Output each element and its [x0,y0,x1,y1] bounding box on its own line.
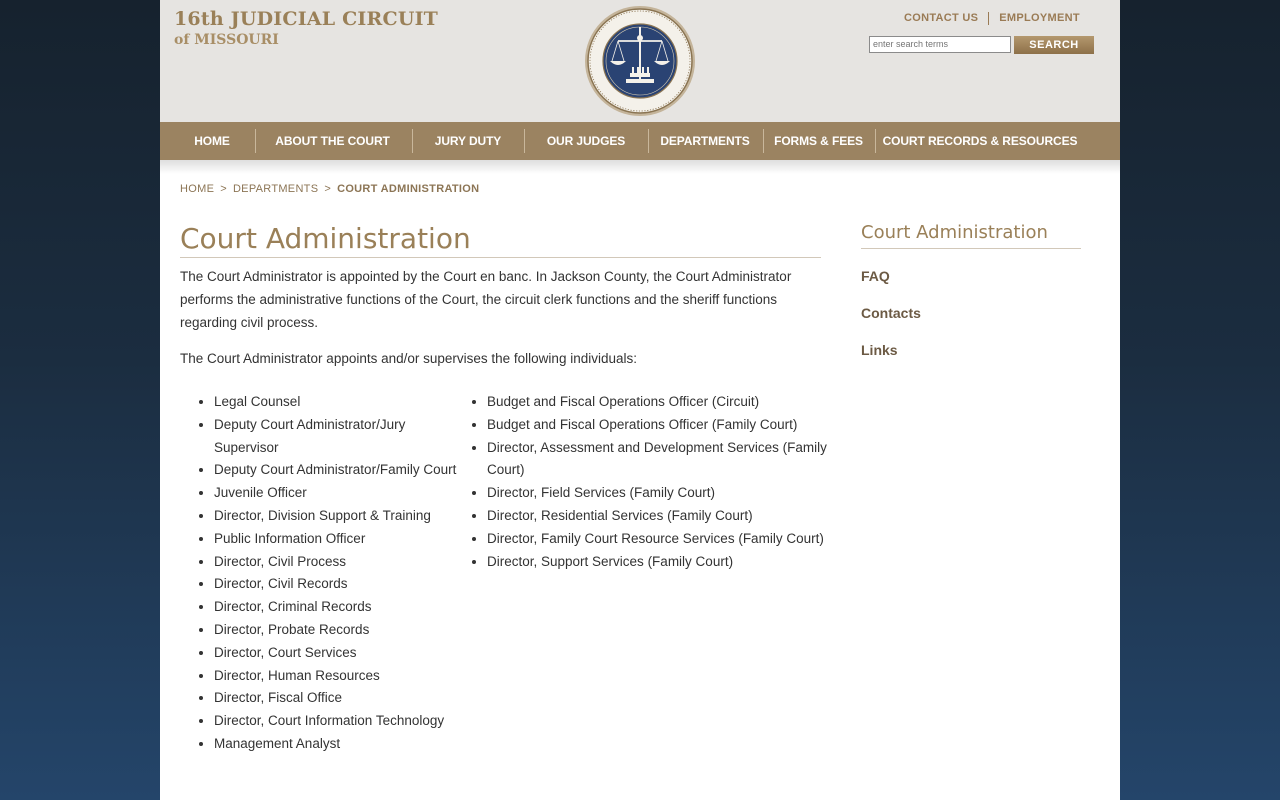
intro-paragraph: The Court Administrator is appointed by the Court en banc. In Jackson County, the Court Administrator performs the administrative functions of the Court, the circuit clerk functions and the sheriff functions regarding civil process. [180,269,792,330]
nav-our-judges[interactable]: OUR JUDGES [546,134,626,148]
nav-divider [412,129,413,153]
list-item: • Director, Support Services (Family Court) [487,551,833,574]
nav-about-the-court[interactable]: ABOUT THE COURT [275,134,390,148]
court-seal-icon[interactable] [584,5,696,117]
list-item: • Director, Residential Services (Family Court) [487,505,833,528]
main-nav [160,122,1120,160]
list-item: • Budget and Fiscal Operations Officer (Circuit) [487,391,833,414]
page [160,0,1120,800]
list-item: • Director, Civil Records [214,573,470,596]
list-item: • Director, Court Information Technology [214,710,470,733]
nav-divider [763,129,764,153]
list-item: • Management Analyst [214,733,470,756]
nav-home[interactable]: HOME [194,134,230,148]
list-item: • Director, Civil Process [214,551,470,574]
site-logo-subtitle[interactable]: of MISSOURI [174,32,279,48]
breadcrumb-home[interactable]: HOME [180,183,215,195]
nav-divider [875,129,876,153]
nav-court-records-and-resources[interactable]: COURT RECORDS & RESOURCES [882,134,1078,148]
page-title: Court Administration [180,222,821,258]
breadcrumb [180,183,479,195]
employment-link[interactable]: EMPLOYMENT [999,12,1080,25]
list-item: • Director, Family Court Resource Services (Family Court) [487,528,833,551]
nav-shadow [160,160,1120,174]
list-item: • Director, Fiscal Office [214,687,470,710]
breadcrumb-current: COURT ADMINISTRATION [337,183,480,195]
staff-list-right [453,391,833,573]
list-item: • Juvenile Officer [214,482,470,505]
nav-departments[interactable]: DEPARTMENTS [660,134,750,148]
list-item: • Deputy Court Administrator/Family Court [214,459,470,482]
list-item: • Director, Human Resources [214,665,470,688]
sidebar-title: Court Administration [861,220,1081,249]
list-item: • Legal Counsel [214,391,470,414]
supervises-paragraph: The Court Administrator appoints and/or supervises the following individuals: [180,351,637,366]
list-item: • Budget and Fiscal Operations Officer (Family Court) [487,414,833,437]
breadcrumb-separator-icon: > [324,183,332,195]
list-item: • Director, Court Services [214,642,470,665]
sidebar-link-faq[interactable]: FAQ [861,268,890,284]
nav-divider [255,129,256,153]
sidebar-link-contacts[interactable]: Contacts [861,305,921,321]
list-item: • Director, Probate Records [214,619,470,642]
list-item: • Director, Assessment and Development Services (Family Court) [487,437,833,483]
site-logo-title[interactable]: 16th JUDICIAL CIRCUIT [174,8,439,30]
breadcrumb-departments[interactable]: DEPARTMENTS [232,183,319,195]
nav-jury-duty[interactable]: JURY DUTY [434,134,502,148]
list-item: • Director, Field Services (Family Court) [487,482,833,505]
list-item: • Deputy Court Administrator/Jury Supervisor [214,414,470,460]
contact-us-link[interactable]: CONTACT US [904,12,979,25]
utility-links [904,12,1080,25]
list-item: • Director, Criminal Records [214,596,470,619]
nav-divider [524,129,525,153]
search-input[interactable] [869,36,1011,53]
nav-divider [648,129,649,153]
site-header [160,0,1120,122]
search-button[interactable]: SEARCH [1014,36,1094,54]
list-item: • Public Information Officer [214,528,470,551]
staff-list-left [180,391,470,756]
list-item: • Director, Division Support & Training [214,505,470,528]
sidebar-link-links[interactable]: Links [861,342,898,358]
breadcrumb-separator-icon: > [220,183,227,195]
nav-forms-and-fees[interactable]: FORMS & FEES [774,134,863,148]
utility-divider [988,12,989,25]
